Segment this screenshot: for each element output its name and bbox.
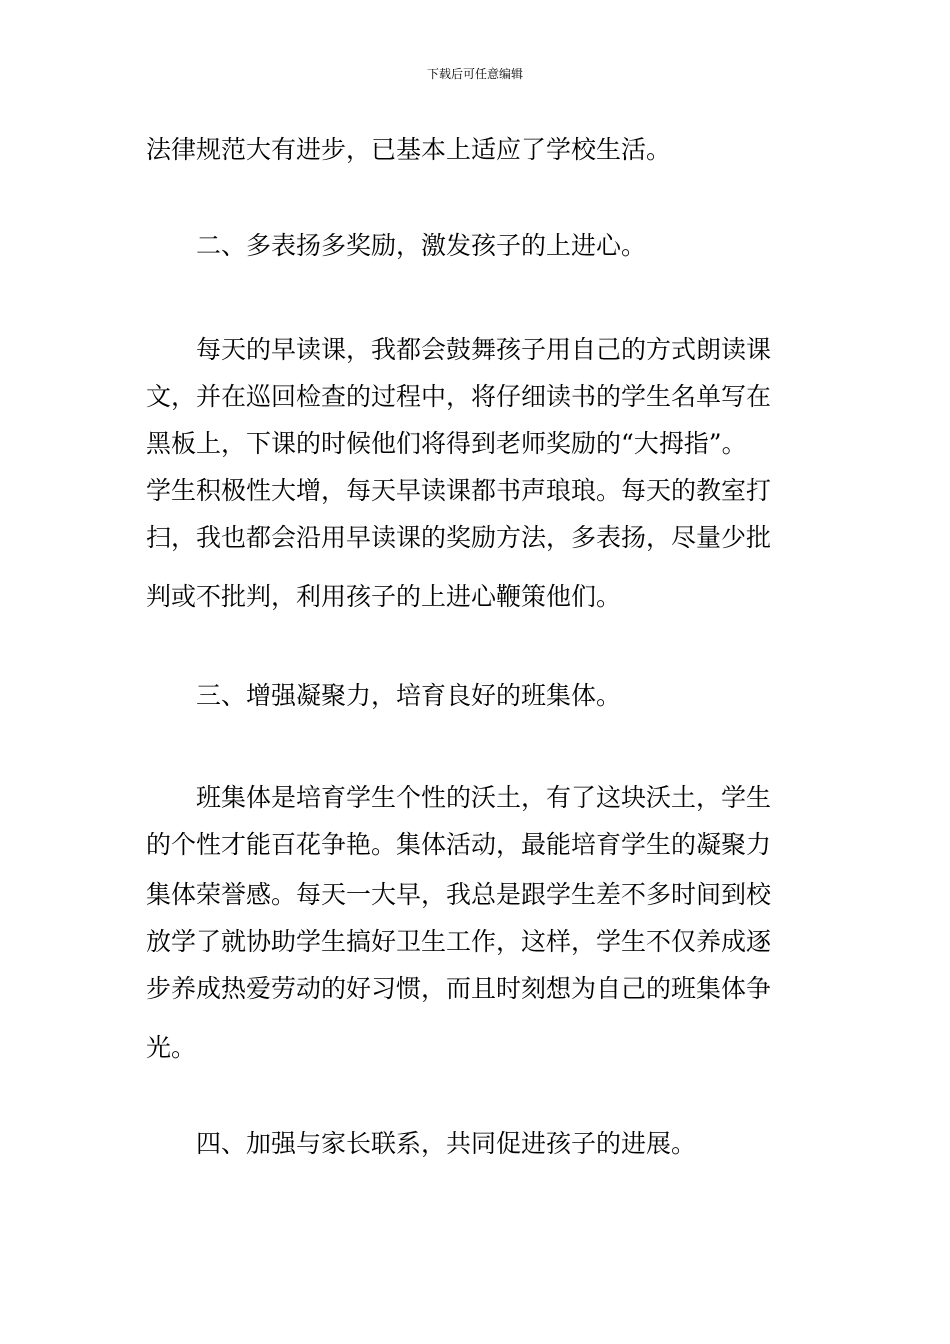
paragraph-line: 放学了就协助学生搞好卫生工作，这样，学生不仅养成逐 (146, 927, 772, 956)
paragraph-line: 文，并在巡回检查的过程中，将仔细读书的学生名单写在 (146, 382, 772, 411)
paragraph-line: 黑板上，下课的时候他们将得到老师奖励的“大拇指”。 (146, 429, 747, 458)
section-heading-4: 四、加强与家长联系，共同促进孩子的进展。 (196, 1129, 697, 1158)
paragraph-line: 光。 (146, 1033, 197, 1062)
paragraph-line: 步养成热爱劳动的好习惯，而且时刻想为自己的班集体争 (146, 974, 772, 1003)
paragraph-line: 集体荣誉感。每天一大早，我总是跟学生差不多时间到校 (146, 880, 772, 909)
paragraph-line: 扫，我也都会沿用早读课的奖励方法，多表扬，尽量少批 (146, 523, 772, 552)
paragraph-line: 每天的早读课，我都会鼓舞孩子用自己的方式朗读课 (196, 335, 772, 364)
section-heading-3: 三、增强凝聚力，培育良好的班集体。 (196, 681, 622, 710)
paragraph-line: 班集体是培育学生个性的沃土，有了这块沃土，学生 (196, 783, 772, 812)
paragraph-line: 学生积极性大增，每天早读课都书声琅琅。每天的教室打 (146, 476, 772, 505)
paragraph-line: 的个性才能百花争艳。集体活动，最能培育学生的凝聚力 (146, 830, 772, 859)
paragraph-line: 法律规范大有进步，已基本上适应了学校生活。 (146, 135, 672, 164)
section-heading-2: 二、多表扬多奖励，激发孩子的上进心。 (196, 231, 647, 260)
page-header: 下载后可任意编辑 (426, 67, 523, 81)
paragraph-line: 判或不批判，利用孩子的上进心鞭策他们。 (146, 582, 622, 611)
